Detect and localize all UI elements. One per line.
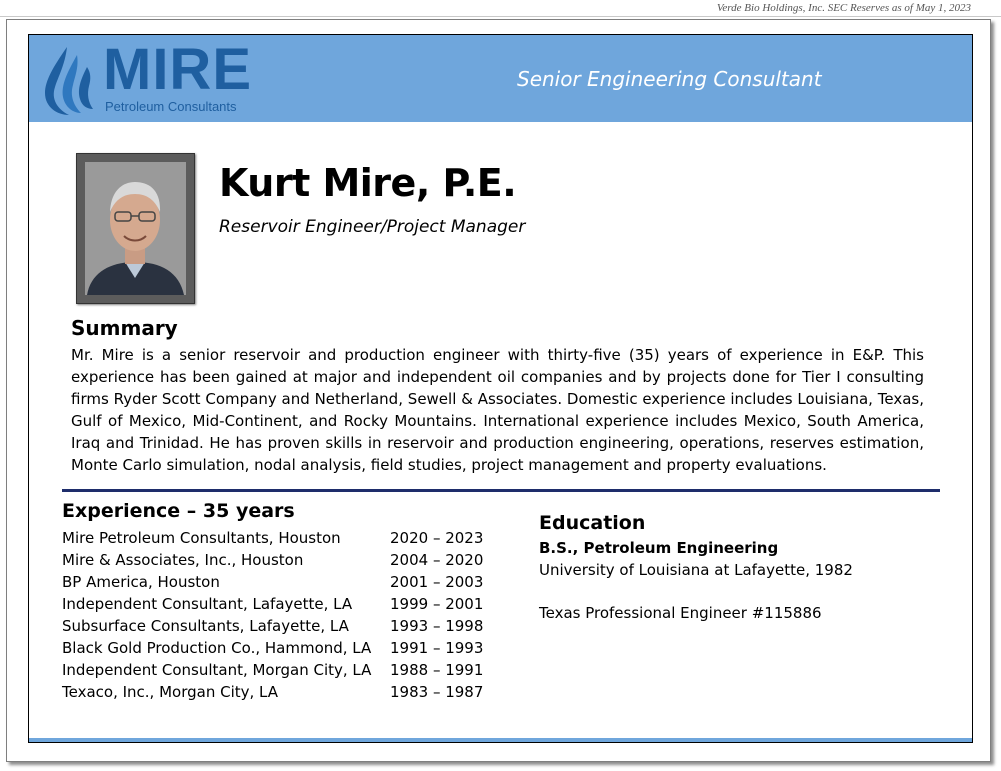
- resume-card: [28, 34, 973, 743]
- section-divider: [62, 489, 940, 492]
- experience-company: Black Gold Production Co., Hammond, LA: [62, 639, 372, 657]
- experience-company: Independent Consultant, Lafayette, LA: [62, 595, 353, 613]
- experience-company: BP America, Houston: [62, 573, 220, 591]
- experience-company: Independent Consultant, Morgan City, LA: [62, 661, 372, 679]
- water-drop-icon: [43, 45, 99, 117]
- banner-title: Senior Engineering Consultant: [517, 67, 822, 91]
- experience-item: [62, 659, 502, 681]
- experience-item: [62, 549, 502, 571]
- experience-years: 1999 – 2001: [390, 595, 484, 613]
- experience-years: 1991 – 1993: [390, 639, 484, 657]
- experience-company: Mire & Associates, Inc., Houston: [62, 551, 304, 569]
- experience-company: Mire Petroleum Consultants, Houston: [62, 529, 341, 547]
- profile-photo: [76, 153, 195, 304]
- experience-company: Texaco, Inc., Morgan City, LA: [62, 683, 278, 701]
- header-banner: [29, 35, 972, 122]
- experience-years: 2001 – 2003: [390, 573, 484, 591]
- experience-years: 1983 – 1987: [390, 683, 484, 701]
- experience-company: Subsurface Consultants, Lafayette, LA: [62, 617, 349, 635]
- top-rule: [0, 16, 1001, 17]
- logo-subtitle: Petroleum Consultants: [105, 99, 237, 114]
- experience-years: 1993 – 1998: [390, 617, 484, 635]
- bottom-bar: [29, 738, 972, 742]
- experience-heading: Experience – 35 years: [62, 500, 295, 522]
- education-degree: B.S., Petroleum Engineering: [539, 539, 779, 557]
- logo-wordmark: MIRE: [103, 37, 252, 102]
- document-header-note: Verde Bio Holdings, Inc. SEC Reserves as of May 1, 2023: [716, 2, 971, 14]
- experience-item: [62, 615, 502, 637]
- experience-item: [62, 637, 502, 659]
- experience-years: 2004 – 2020: [390, 551, 484, 569]
- experience-item: [62, 681, 502, 703]
- license-number: Texas Professional Engineer #115886: [539, 604, 822, 622]
- summary-heading: Summary: [71, 316, 178, 340]
- company-logo: [43, 37, 283, 117]
- summary-text: Mr. Mire is a senior reservoir and production engineer with thirty-five (35) years of experience in E&P. This experience has been gained at major and independent oil companies and by projects done for Tier I consulting firms Ryder Scott Company and Netherland, Sewell & Associates. Domestic experience includes Louisiana, Texas, Gulf of Mexico, Mid-Continent, and Rocky Mountains. International experience includes Mexico, South America, Iraq and Trinidad. He has proven skills in reservoir and production engineering, operations, reserves estimation, Monte Carlo simulation, nodal analysis, field studies, project management and property evaluations.: [71, 346, 924, 474]
- experience-item: [62, 571, 502, 593]
- experience-item: [62, 593, 502, 615]
- experience-years: 1988 – 1991: [390, 661, 484, 679]
- education-heading: Education: [539, 512, 646, 534]
- experience-list: [62, 527, 502, 703]
- experience-years: 2020 – 2023: [390, 529, 484, 547]
- education-school: University of Louisiana at Lafayette, 1982: [539, 561, 853, 579]
- person-role: Reservoir Engineer/Project Manager: [219, 217, 526, 237]
- person-name: Kurt Mire, P.E.: [219, 161, 517, 205]
- experience-item: [62, 527, 502, 549]
- portrait-image: [77, 154, 194, 303]
